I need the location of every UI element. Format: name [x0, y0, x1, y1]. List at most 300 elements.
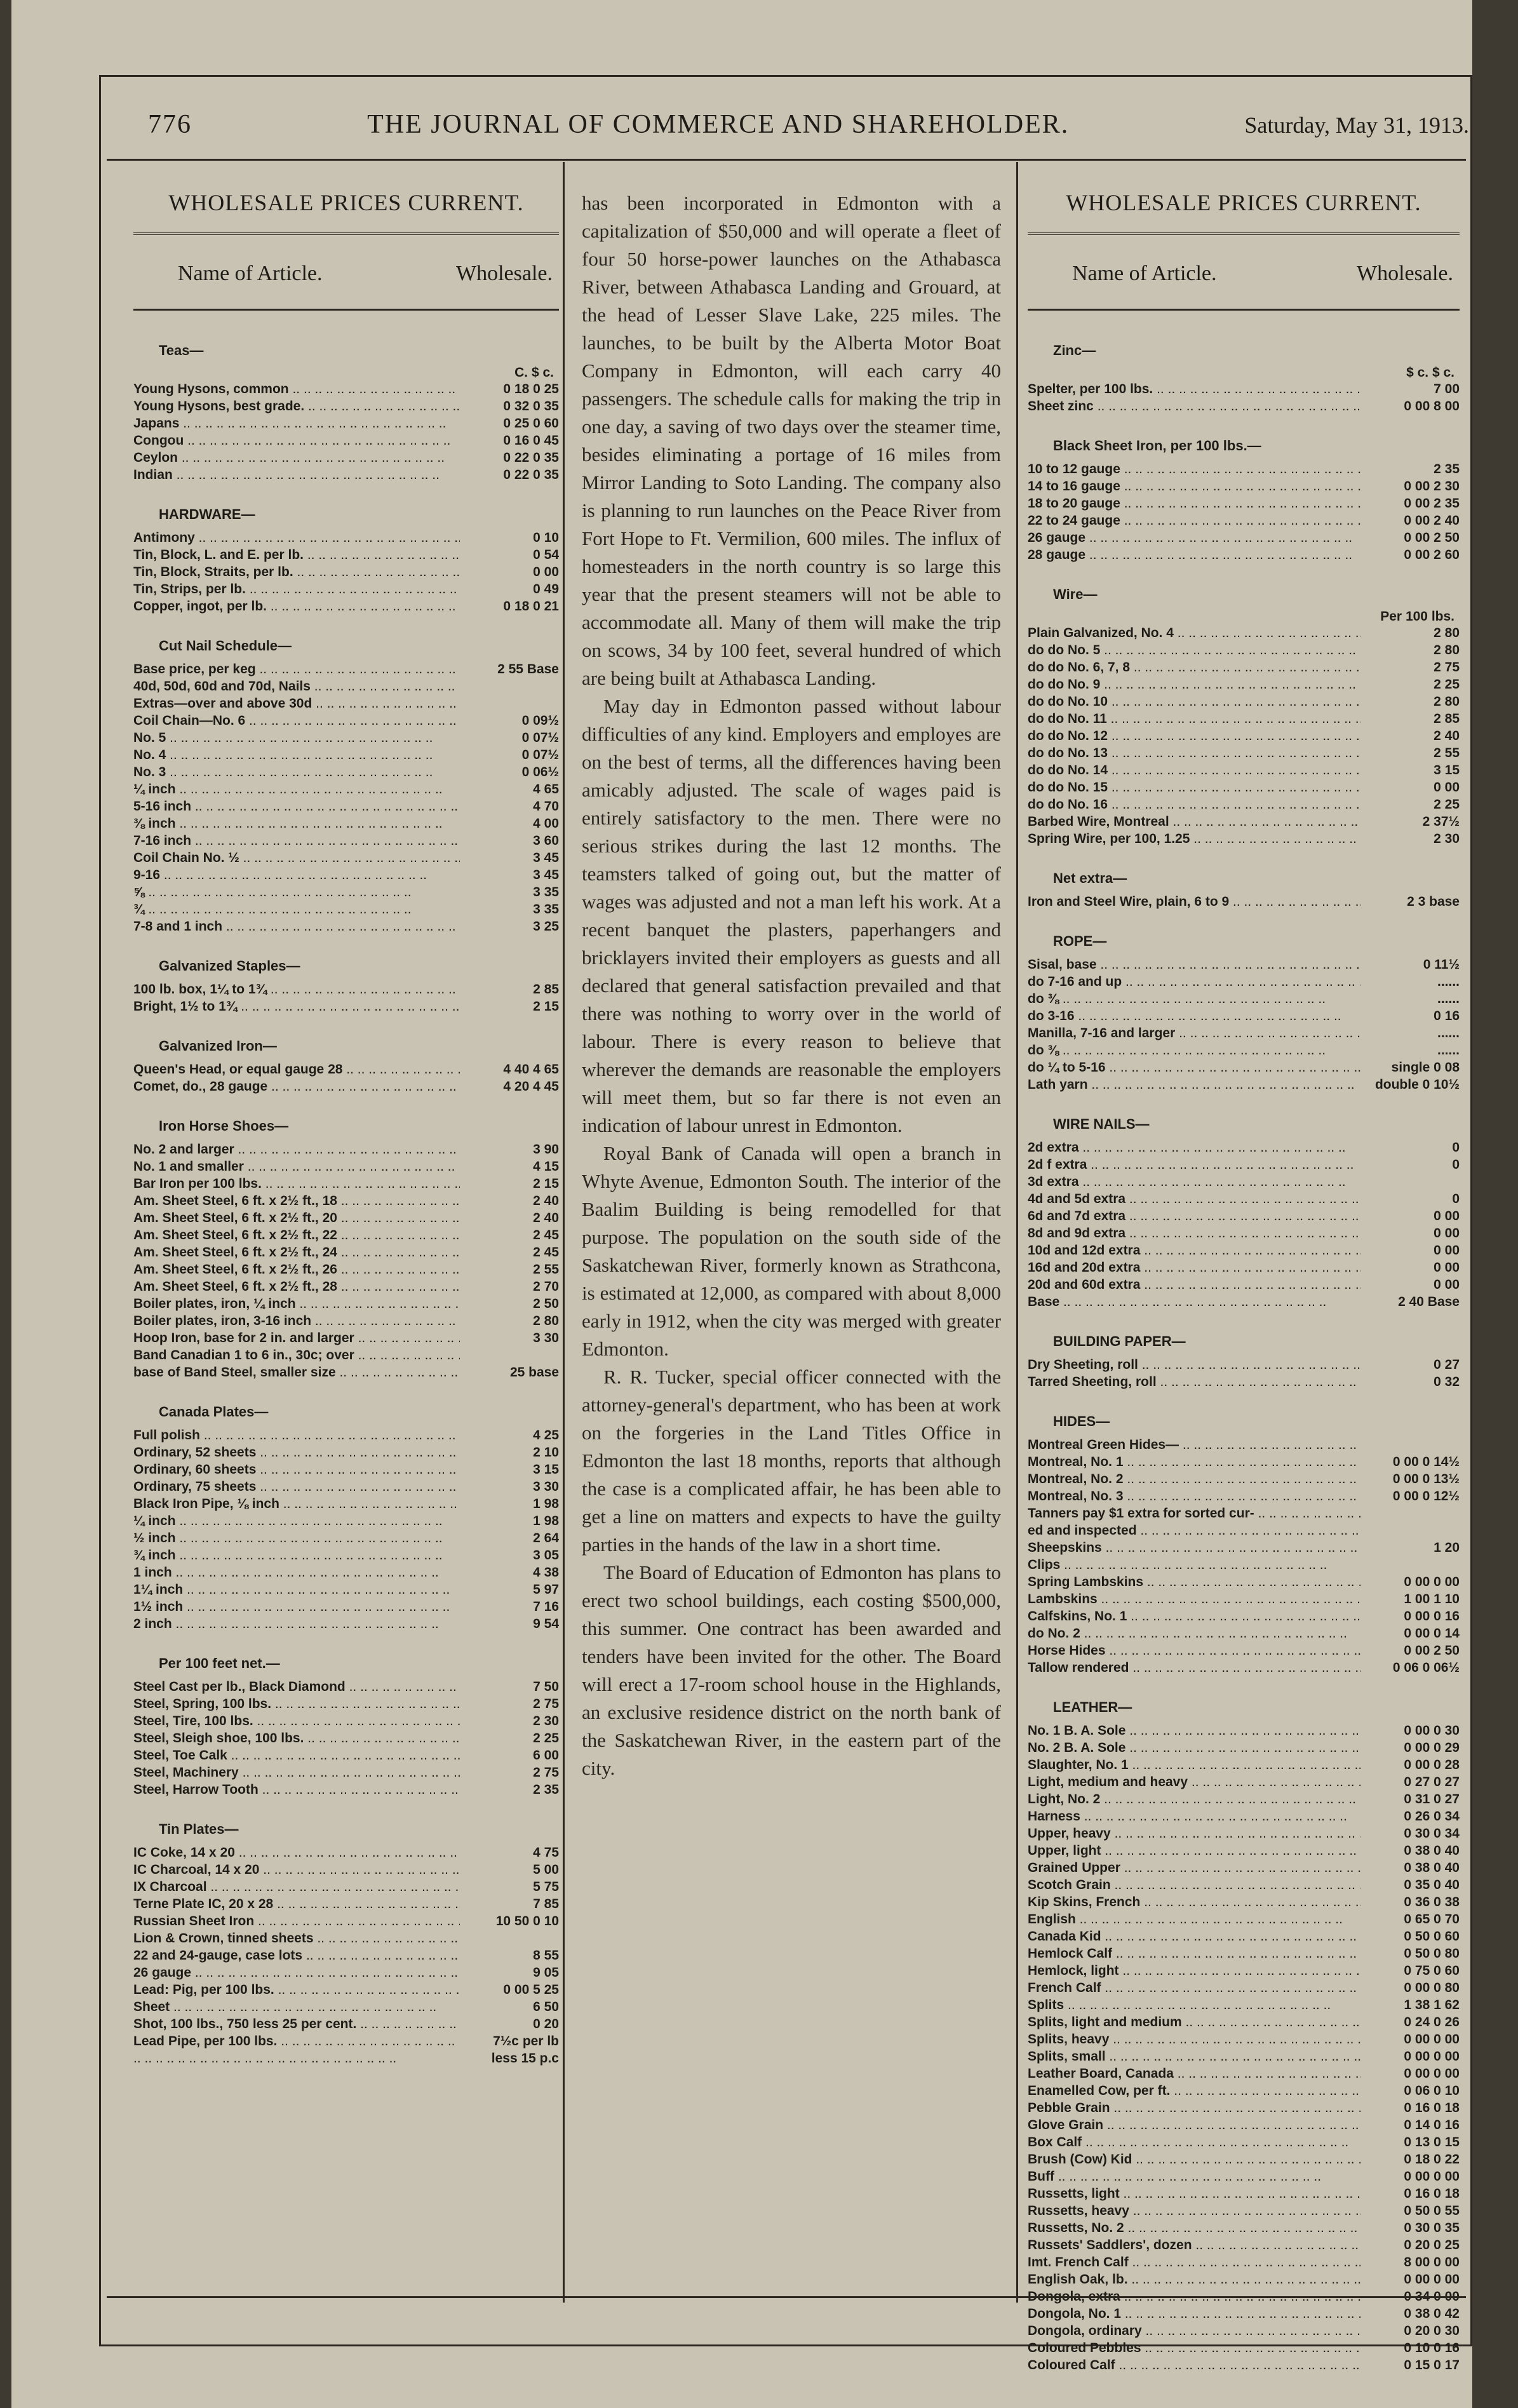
price-row — [133, 1175, 559, 1192]
article-price: 3 05 — [533, 1548, 559, 1563]
article-price: 5 97 — [533, 1582, 559, 1597]
article-name: Russian Sheet Iron .. .. — [133, 1913, 460, 1930]
price-row — [1028, 2236, 1460, 2254]
price-row — [133, 661, 559, 678]
article-name: Antimony .. .. — [133, 529, 460, 546]
article-name: do do No. 10 .. .. — [1028, 693, 1360, 710]
price-row — [133, 981, 559, 998]
article-name: Splits, heavy .. .. — [1028, 2031, 1360, 2048]
article-price: ...... — [1437, 1043, 1460, 1058]
price-row — [133, 1615, 559, 1632]
price-row — [1028, 1859, 1460, 1876]
article-price: 0 10 — [533, 530, 559, 545]
price-row — [133, 1061, 559, 1078]
article-price: 0 10 0 16 — [1404, 2341, 1460, 2355]
price-row — [133, 1530, 559, 1547]
article-price: 6 50 — [533, 2000, 559, 2014]
bottom-rule — [107, 2296, 1466, 2298]
price-section — [1028, 1413, 1460, 1676]
price-row — [1028, 1356, 1460, 1373]
article-price: 2 40 — [1434, 729, 1460, 743]
article-price: 2 40 — [533, 1194, 559, 1208]
price-row — [133, 1227, 559, 1244]
price-row — [133, 1712, 559, 1730]
article-name: IC Coke, 14 x 20 .. .. — [133, 1844, 460, 1861]
article-name: 1½ inch .. .. — [133, 1598, 460, 1615]
article-price: 3 15 — [533, 1462, 559, 1477]
article-name: Ordinary, 52 sheets .. .. — [133, 1444, 460, 1461]
article-price: 0 22 0 35 — [503, 467, 559, 482]
article-price: 0 35 0 40 — [1404, 1878, 1460, 1892]
article-price: 2 25 — [533, 1731, 559, 1745]
article-paragraph: Royal Bank of Canada will open a branch in Whyte Avenue, Edmonton South. The interior of the Baalim Building is being remodelled for that purpose. The population on the south side of the Saskatchewan River, formerly known as Strathcona, is estimated at 12,000, as compared with about 8,000 early in 1912, when the city was merged with greater Edmonton. — [582, 1142, 1001, 1360]
price-row — [1028, 380, 1460, 398]
article-price: 4 70 — [533, 799, 559, 814]
price-row — [1028, 1911, 1460, 1928]
price-row — [1028, 1042, 1460, 1059]
article-price: 1 20 — [1434, 1540, 1460, 1555]
price-row — [1028, 1945, 1460, 1962]
price-row — [1028, 1556, 1460, 1573]
article-price: 8 00 0 00 — [1404, 2255, 1460, 2270]
article-name: Light, No. 2 .. .. — [1028, 1791, 1360, 1808]
price-row — [1028, 1893, 1460, 1911]
price-row — [1028, 710, 1460, 727]
article-paragraph: R. R. Tucker, special officer connected with the attorney-general's department, who has been at work on the forgeries in the Land Titles Office in Edmonton the last 18 months, reports that although the case is a complicated affair, he has been able to get a line on matters and expects to have the guilty parties in the hands of the law in a short time. — [582, 1366, 1001, 1556]
article-name: 10 to 12 gauge .. .. — [1028, 461, 1360, 478]
price-row — [133, 1192, 559, 1209]
article-name: Young Hysons, common .. .. — [133, 380, 460, 398]
article-name: Pebble Grain .. .. — [1028, 2099, 1360, 2116]
article-price: 25 base — [509, 1365, 559, 1380]
article-name: 22 and 24-gauge, case lots .. .. — [133, 1947, 460, 1964]
price-row — [1028, 2219, 1460, 2236]
article-name: ¾ .. .. — [133, 901, 460, 918]
price-row — [133, 1329, 559, 1347]
section-unit-label: Per 100 lbs. — [1380, 609, 1454, 624]
article-name: 18 to 20 gauge .. .. — [1028, 495, 1360, 512]
price-row — [133, 1781, 559, 1798]
price-row — [1028, 529, 1460, 546]
price-row — [133, 1678, 559, 1695]
article-price: 0 00 0 00 — [1404, 1575, 1460, 1589]
article-name: 3d extra .. .. — [1028, 1173, 1360, 1190]
price-row — [1028, 727, 1460, 744]
section-heading: HARDWARE— — [159, 506, 255, 522]
article-name: Leather Board, Canada .. .. — [1028, 2065, 1360, 2082]
section-heading: Galvanized Staples— — [159, 958, 300, 974]
price-row — [133, 1764, 559, 1781]
price-row — [1028, 1453, 1460, 1470]
article-name: Harness .. .. — [1028, 1808, 1360, 1825]
price-row — [1028, 1436, 1460, 1453]
right-prices-column — [1028, 172, 1460, 2374]
article-price: 3 25 — [533, 919, 559, 934]
price-row — [1028, 676, 1460, 693]
price-row — [1028, 1825, 1460, 1842]
article-price: 1 00 1 10 — [1404, 1592, 1460, 1606]
price-row — [1028, 744, 1460, 762]
article-name: Indian .. .. — [133, 466, 460, 483]
article-price: 2 40 — [533, 1211, 559, 1225]
article-name: Manilla, 7-16 and larger .. .. — [1028, 1025, 1360, 1042]
article-name: Extras—over and above 30d .. .. — [133, 695, 460, 712]
price-row — [1028, 1739, 1460, 1756]
price-row — [133, 1747, 559, 1764]
price-row — [133, 1581, 559, 1598]
article-price: 8 55 — [533, 1948, 559, 1963]
article-price: 0 20 — [533, 2017, 559, 2031]
article-name: Dongola, No. 1 .. .. — [1028, 2305, 1360, 2322]
article-price: 0 06½ — [521, 765, 559, 779]
article-price: 2 25 — [1434, 797, 1460, 812]
article-price: 0 24 0 26 — [1404, 2015, 1460, 2029]
article-price: 2 25 — [1434, 677, 1460, 692]
price-row — [1028, 624, 1460, 642]
article-price: 0 07½ — [521, 748, 559, 762]
article-name: do 3-16 .. .. — [1028, 1007, 1360, 1025]
price-section — [133, 958, 559, 1015]
price-row — [133, 1261, 559, 1278]
article-price: 0 00 0 00 — [1404, 2169, 1460, 2184]
article-name: 9-16 .. .. — [133, 866, 460, 884]
price-row — [1028, 1139, 1460, 1156]
price-row — [1028, 796, 1460, 813]
section-heading: Cut Nail Schedule— — [159, 638, 292, 654]
article-name: Upper, light .. .. — [1028, 1842, 1360, 1859]
header-rule — [107, 159, 1466, 161]
article-name: Comet, do., 28 gauge .. .. — [133, 1078, 460, 1095]
article-price: 2 45 — [533, 1245, 559, 1260]
price-row — [133, 380, 559, 398]
price-row — [1028, 779, 1460, 796]
article-price: 4 75 — [533, 1845, 559, 1860]
article-paragraph: has been incorporated in Edmonton with a capitalization of $50,000 and will operate a fleet of four 50 horse-power launches on the Athabasca River, between Athabasca Landing and Grouard, at the head of Lesser Slave Lake, 225 miles. The launches, to be built by the Alberta Motor Boat Company in Edmonton, will each carry 40 passengers. The schedule calls for making the trip in one day, a saving of two days over the steamer time, besides eliminating a portage of 16 miles from Mirror Landing to Soto Landing. The company also is planning to run launches on the Peace River from Fort Hope to Ft. Vermilion, 600 miles. The influx of homesteaders in the north country is so large this year that the present steamers will not be able to accommodate all. Many of them will make the trip on scows, 34 by 100 feet, several hundred of which are being built at Athabasca Landing. — [582, 192, 1001, 689]
price-row — [1028, 1190, 1460, 1207]
section-heading: Per 100 feet net.— — [159, 1655, 280, 1671]
article-price: 2 15 — [533, 1176, 559, 1191]
price-row — [1028, 1276, 1460, 1293]
article-name: Am. Sheet Steel, 6 ft. x 2½ ft., 24 .. .. — [133, 1244, 460, 1261]
price-row — [133, 832, 559, 849]
article-price: 4 20 4 45 — [503, 1079, 559, 1094]
article-price: 0 30 0 34 — [1404, 1826, 1460, 1841]
article-price: 2 3 base — [1407, 894, 1460, 909]
newspaper-page — [11, 0, 1472, 2408]
article-name: do do No. 12 .. .. — [1028, 727, 1360, 744]
price-section — [1028, 1333, 1460, 1390]
article-name: Boiler plates, iron, 3-16 inch .. .. — [133, 1312, 460, 1329]
article-price: 0 00 2 30 — [1404, 479, 1460, 494]
article-price: 0 00 — [1434, 1277, 1460, 1292]
price-row — [1028, 1996, 1460, 2014]
article-price: 0 06 0 10 — [1404, 2083, 1460, 2098]
article-price: 0 18 0 22 — [1404, 2152, 1460, 2167]
article-name: Russetts, light .. .. — [1028, 2185, 1360, 2202]
price-row — [1028, 1573, 1460, 1591]
article-price: 5 00 — [533, 1862, 559, 1877]
article-name: 100 lb. box, 1¼ to 1¾ .. .. — [133, 981, 460, 998]
section-heading: Teas— — [159, 342, 204, 358]
article-price: 2 30 — [533, 1714, 559, 1728]
price-row — [133, 1598, 559, 1615]
article-price: 1 38 1 62 — [1404, 1998, 1460, 2012]
price-section — [133, 1821, 559, 2067]
article-name: do No. 2 .. .. — [1028, 1625, 1360, 1642]
article-price: 0 25 0 60 — [503, 416, 559, 431]
article-name: No. 2 B. A. Sole .. .. — [1028, 1739, 1360, 1756]
article-price: 0 11½ — [1423, 957, 1460, 972]
article-price: 0 00 8 00 — [1404, 399, 1460, 414]
article-name: Spelter, per 100 lbs. .. .. — [1028, 380, 1360, 398]
price-row — [1028, 1173, 1460, 1190]
price-section — [1028, 1699, 1460, 2374]
article-price: 2 80 — [1434, 694, 1460, 709]
article-price: 0 — [1452, 1192, 1460, 1206]
price-row — [1028, 478, 1460, 495]
article-price: 0 00 2 50 — [1404, 1643, 1460, 1658]
article-name: Box Calf .. .. — [1028, 2134, 1360, 2151]
article-price: 0 00 0 12½ — [1392, 1489, 1460, 1503]
price-row — [133, 729, 559, 746]
price-row — [1028, 813, 1460, 830]
price-row — [133, 1347, 559, 1364]
article-name: Dry Sheeting, roll .. .. — [1028, 1356, 1360, 1373]
article-name: Canada Kid .. .. — [1028, 1928, 1360, 1945]
article-column — [582, 189, 1001, 1782]
section-heading: LEATHER— — [1053, 1699, 1132, 1715]
article-price: 0 38 0 40 — [1404, 1843, 1460, 1858]
price-row — [1028, 461, 1460, 478]
article-price: 7 85 — [533, 1897, 559, 1911]
article-name: Lion & Crown, tinned sheets .. .. — [133, 1930, 460, 1947]
section-heading: Galvanized Iron— — [159, 1038, 277, 1054]
article-price: 6 00 — [533, 1748, 559, 1763]
price-row — [1028, 2185, 1460, 2202]
price-row — [1028, 762, 1460, 779]
header-rule — [133, 309, 559, 311]
price-row — [1028, 1505, 1460, 1522]
article-price: 3 30 — [533, 1479, 559, 1494]
price-row — [133, 1730, 559, 1747]
price-row — [133, 1209, 559, 1227]
article-name: 7-16 inch .. .. — [133, 832, 460, 849]
article-price: 3 35 — [533, 885, 559, 899]
article-price: 0 32 — [1434, 1375, 1460, 1389]
article-price: 0 00 0 16 — [1404, 1609, 1460, 1624]
article-price: 0 — [1452, 1157, 1460, 1172]
article-name: do ⅜ .. .. — [1028, 1042, 1360, 1059]
article-name: 10d and 12d extra .. .. — [1028, 1242, 1360, 1259]
article-name: 2d f extra .. .. — [1028, 1156, 1360, 1173]
name-of-article-header: Name of Article. — [178, 262, 323, 285]
price-row — [133, 1998, 559, 2015]
article-name: 40d, 50d, 60d and 70d, Nails .. .. — [133, 678, 460, 695]
price-row — [133, 1364, 559, 1381]
article-price: 0 36 0 38 — [1404, 1895, 1460, 1909]
article-price: 2 75 — [533, 1765, 559, 1780]
article-name: No. 2 and larger .. .. — [133, 1141, 460, 1158]
price-row — [1028, 1207, 1460, 1225]
article-name: French Calf .. .. — [1028, 1979, 1360, 1996]
article-price: 0 22 0 35 — [503, 450, 559, 465]
article-name: Am. Sheet Steel, 6 ft. x 2½ ft., 26 .. .. — [133, 1261, 460, 1278]
price-row — [1028, 398, 1460, 415]
article-name: Horse Hides .. .. — [1028, 1642, 1360, 1659]
article-price: 3 60 — [533, 833, 559, 848]
article-price: 2 50 — [533, 1296, 559, 1311]
article-name: English .. .. — [1028, 1911, 1360, 1928]
article-price: 0 49 — [533, 582, 559, 596]
price-row — [133, 432, 559, 449]
article-price: 3 30 — [533, 1331, 559, 1345]
article-name: Tin, Block, Straits, per lb. .. .. — [133, 563, 460, 581]
article-name: Splits, small .. .. — [1028, 2048, 1360, 2065]
article-price: 0 50 0 80 — [1404, 1946, 1460, 1961]
article-price: 0 00 — [533, 565, 559, 579]
article-name: Hemlock Calf .. .. — [1028, 1945, 1360, 1962]
price-row — [1028, 2065, 1460, 2082]
price-row — [133, 798, 559, 815]
article-name: ed and inspected .. .. — [1028, 1522, 1360, 1539]
article-name: Am. Sheet Steel, 6 ft. x 2½ ft., 20 .. .. — [133, 1209, 460, 1227]
article-price: 0 00 0 29 — [1404, 1740, 1460, 1755]
article-price: 2 55 Base — [497, 662, 559, 676]
price-row — [1028, 2099, 1460, 2116]
article-name: English Oak, lb. .. .. — [1028, 2271, 1360, 2288]
price-row — [133, 712, 559, 729]
section-heading: Tin Plates— — [159, 1821, 239, 1837]
article-name: Clips .. .. — [1028, 1556, 1360, 1573]
article-name: Kip Skins, French .. .. — [1028, 1893, 1360, 1911]
article-price: 2 45 — [533, 1228, 559, 1242]
article-price: 0 00 2 50 — [1404, 530, 1460, 545]
article-name: ⅝ .. .. — [133, 884, 460, 901]
article-name: Hoop Iron, base for 2 in. and larger .. .. — [133, 1329, 460, 1347]
article-price: 0 00 0 14½ — [1392, 1455, 1460, 1469]
price-row — [133, 1878, 559, 1895]
section-unit-label: $ c. $ c. — [1406, 365, 1454, 380]
journal-title: THE JOURNAL OF COMMERCE AND SHAREHOLDER. — [367, 110, 1070, 139]
article-price: 2 55 — [1434, 746, 1460, 760]
article-name: ½ inch .. .. — [133, 1530, 460, 1547]
price-row — [1028, 2271, 1460, 2288]
article-name: Dongola, extra .. .. — [1028, 2288, 1360, 2305]
price-row — [133, 1278, 559, 1295]
article-name: Montreal, No. 2 .. .. — [1028, 1470, 1360, 1488]
article-name: do ⅜ .. .. — [1028, 990, 1360, 1007]
price-row — [1028, 659, 1460, 676]
article-name: Tanners pay $1 extra for sorted cur- .. .. — [1028, 1505, 1360, 1522]
price-row — [1028, 1539, 1460, 1556]
article-name: Grained Upper .. .. — [1028, 1859, 1360, 1876]
article-price: 0 00 0 00 — [1404, 2032, 1460, 2047]
price-row — [133, 1312, 559, 1329]
price-row — [133, 695, 559, 712]
price-row — [133, 398, 559, 415]
article-name: Coloured Calf .. .. — [1028, 2357, 1360, 2374]
article-price: 0 00 0 00 — [1404, 2066, 1460, 2081]
price-row — [1028, 2357, 1460, 2374]
article-name: Shot, 100 lbs., 750 less 25 per cent. .. .. — [133, 2015, 460, 2033]
article-name: Spring Wire, per 100, 1.25 .. .. — [1028, 830, 1360, 847]
price-row — [133, 1427, 559, 1444]
article-price: 4 38 — [533, 1565, 559, 1580]
article-name: do do No. 11 .. .. — [1028, 710, 1360, 727]
price-row — [133, 1495, 559, 1512]
article-name: Brush (Cow) Kid .. .. — [1028, 2151, 1360, 2168]
article-price: 2 37½ — [1422, 814, 1460, 829]
price-row — [133, 2050, 559, 2067]
article-price: 3 35 — [533, 902, 559, 917]
price-row — [1028, 1156, 1460, 1173]
article-name: do do No. 13 .. .. — [1028, 744, 1360, 762]
price-row — [1028, 1722, 1460, 1739]
article-name: Sisal, base .. .. — [1028, 956, 1360, 973]
article-name: 8d and 9d extra .. .. — [1028, 1225, 1360, 1242]
article-price: 2 85 — [533, 982, 559, 997]
price-row — [1028, 1928, 1460, 1945]
article-price: 0 18 0 21 — [503, 599, 559, 614]
article-name: Sheepskins .. .. — [1028, 1539, 1360, 1556]
article-price: 4 65 — [533, 782, 559, 797]
article-price: 0 00 0 28 — [1404, 1758, 1460, 1772]
article-price: 7 00 — [1434, 382, 1460, 396]
article-name: 28 gauge .. .. — [1028, 546, 1360, 563]
article-name: No. 1 and smaller .. .. — [133, 1158, 460, 1175]
article-name: do do No. 5 .. .. — [1028, 642, 1360, 659]
article-price: 0 00 2 35 — [1404, 496, 1460, 511]
article-price: 3 45 — [533, 851, 559, 865]
article-name: No. 1 B. A. Sole .. .. — [1028, 1722, 1360, 1739]
article-name: Bar Iron per 100 lbs. .. .. — [133, 1175, 460, 1192]
article-name: Young Hysons, best grade. .. .. — [133, 398, 460, 415]
price-row — [1028, 2322, 1460, 2339]
right-column-title: WHOLESALE PRICES CURRENT. — [1066, 190, 1421, 215]
price-row — [133, 466, 559, 483]
price-row — [133, 598, 559, 615]
article-name: do do No. 9 .. .. — [1028, 676, 1360, 693]
article-price: 9 05 — [533, 1965, 559, 1980]
article-price: 0 00 0 00 — [1404, 2049, 1460, 2064]
left-column-title: WHOLESALE PRICES CURRENT. — [168, 190, 524, 215]
price-row — [1028, 1808, 1460, 1825]
article-name: Boiler plates, iron, ¼ inch .. .. — [133, 1295, 460, 1312]
article-name: 6d and 7d extra .. .. — [1028, 1207, 1360, 1225]
article-name: Lead Pipe, per 100 lbs. .. .. — [133, 2033, 460, 2050]
article-price: 0 00 0 30 — [1404, 1723, 1460, 1738]
article-price: 1 98 — [533, 1497, 559, 1511]
article-name: No. 3 .. .. — [133, 763, 460, 781]
price-row — [133, 1078, 559, 1095]
price-section — [133, 506, 559, 615]
article-name: Enamelled Cow, per ft. .. .. — [1028, 2082, 1360, 2099]
price-row — [133, 998, 559, 1015]
article-name: Russetts, heavy .. .. — [1028, 2202, 1360, 2219]
article-name: Am. Sheet Steel, 6 ft. x 2½ ft., 22 .. .. — [133, 1227, 460, 1244]
article-name: 2d extra .. .. — [1028, 1139, 1360, 1156]
article-name: 1 inch .. .. — [133, 1564, 460, 1581]
article-price: 0 32 0 35 — [503, 399, 559, 414]
price-row — [1028, 693, 1460, 710]
article-price: 0 18 0 25 — [503, 382, 559, 396]
article-name: Japans .. .. — [133, 415, 460, 432]
price-row — [1028, 1962, 1460, 1979]
price-row — [1028, 1608, 1460, 1625]
article-price: 0 00 — [1434, 1260, 1460, 1275]
price-row — [1028, 2151, 1460, 2168]
article-paragraph: May day in Edmonton passed without labour difficulties of any kind. Employers and employes are on the best of terms, all the differences having been amicably adjusted. The scale of wages paid is entirely satisfactory to the men. There were no serious strikes during the last 12 months. The teamsters talked of going out, but the matter of wages was adjusted and not a man left his work. At a recent banquet the plasters, paperhangers and bricklayers invited their employers as guests and all declared that general satisfaction prevailed and that there was nothing to worry over in the world of labour. There is every reason to believe that wherever the demands are reasonable the employers will meet them, but so far there is not even an indication of labour unrest in Edmonton. — [582, 695, 1001, 1136]
